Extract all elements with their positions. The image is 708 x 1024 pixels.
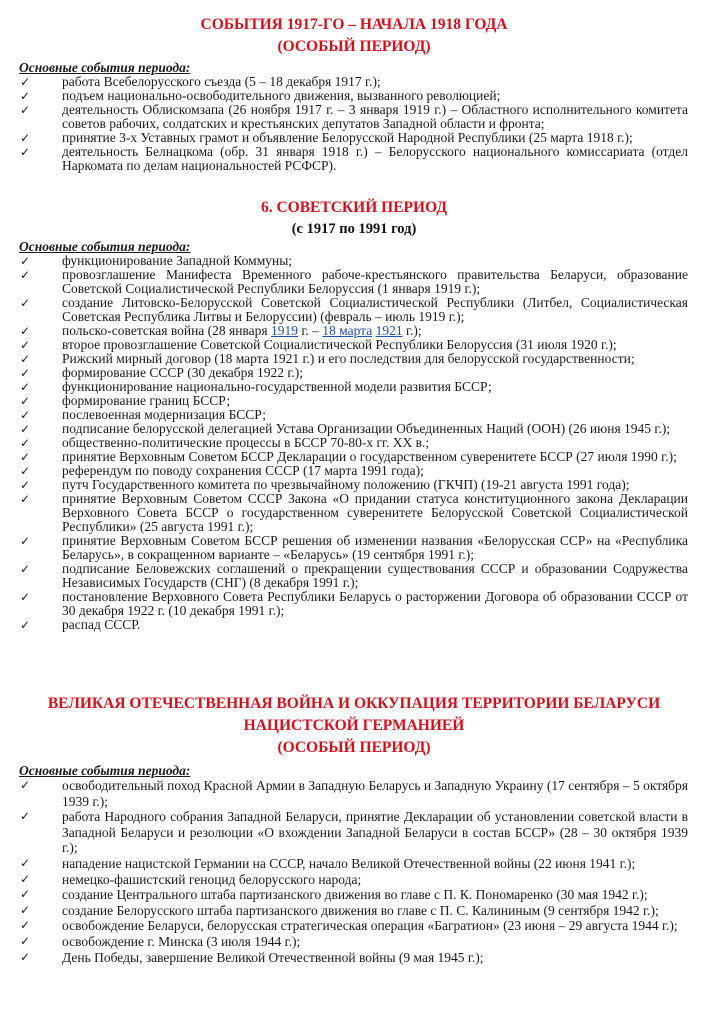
events-list [0,254,708,632]
section-1917-1918 [0,14,708,173]
list-item: ✓ Рижский мирный договор (18 марта 1921 г.) и его последствия для белорусской государственности; [20,351,635,366]
section-title: СОБЫТИЯ 1917-ГО – НАЧАЛА 1918 ГОДА [200,16,508,33]
list-item: ✓ подписание белорусской делегацией Устава Организации Объединенных Наций (ООН) (26 июня 1945 г.); [20,421,671,436]
list-item: ✓ работа Всебелорусского съезда (5 – 18 декабря 1917 г.); [20,74,381,89]
events-heading: Основные события периода: [19,763,191,778]
checkmark-icon: ✓ [20,436,31,450]
checkmark-icon: ✓ [20,902,31,917]
list-item: ✓ освобождение г. Минска (3 июля 1944 г.); [20,933,301,949]
checkmark-icon: ✓ [20,145,31,159]
list-item: ✓ путч Государственного комитета по чрезвычайному положению (ГКЧП) (19-21 августа 1991 года); [20,477,630,492]
section-great-patriotic-war [0,693,708,965]
section-title: 6. СОВЕТСКИЙ ПЕРИОД [260,199,448,216]
list-item: ✓ формирование СССР (30 декабря 1922 г.); [20,365,304,380]
list-item: ✓ День Победы, завершение Великой Отечественной войны (9 мая 1945 г.); [20,949,484,965]
list-item: ✓ деятельность Белнацкома (обр. 31 января 1918 г.) – Белорусского национального комиссариата (отдел Наркомата по делам национальностей РСФСР). [20,144,688,173]
list-item: ✓ принятие 3-х Уставных грамот и объявление Белорусской Народной Республики (25 марта 1918 г.); [20,130,633,145]
checkmark-icon: ✓ [20,268,31,282]
checkmark-icon: ✓ [20,918,31,933]
section-title: ВЕЛИКАЯ ОТЕЧЕСТВЕННАЯ ВОЙНА И ОККУПАЦИЯ ТЕРРИТОРИИ БЕЛАРУСИ [47,695,661,712]
list-item: ✓ создание Литовско-Белорусской Советской Социалистической Республики (Литбел, Социалистическая Советская Республика Литвы и Белоруссии) (февраль – июль 1919 г.); [20,295,688,324]
list-item: ✓ принятие Верховным Советом БССР решения об изменении названия «Белорусская ССР» на «Республика Беларусь», в сокращенном варианте – «Беларусь» (19 сентября 1991 г.); [20,533,688,562]
checkmark-icon: ✓ [20,809,31,824]
checkmark-icon: ✓ [20,534,31,548]
list-item: ✓ провозглашение Манифеста Временного рабоче-крестьянского правительства Беларуси, образование Советской Социалистической Республики Белоруссия (1 января 1919 г.); [20,267,688,296]
checkmark-icon: ✓ [20,478,31,492]
checkmark-icon: ✓ [20,254,31,268]
checkmark-icon: ✓ [20,352,31,366]
checkmark-icon: ✓ [20,464,31,478]
list-item: ✓ деятельность Облискомзапа (26 ноября 1917 г. – 3 января 1919 г.) – Областного исполнительного комитета советов рабочих, солдатских и крестьянских депутатов Западной области и фронта; [20,102,688,131]
list-item: ✓ общественно-политические процессы в БССР 70-80-х гг. XX в.; [20,435,430,450]
section-subtitle: (ОСОБЫЙ ПЕРИОД) [277,38,431,55]
list-item: ✓ функционирование национально-государственной модели развития БССР; [20,379,492,394]
checkmark-icon: ✓ [20,296,31,310]
checkmark-icon: ✓ [20,450,31,464]
section-subtitle: (ОСОБЫЙ ПЕРИОД) [277,739,431,756]
checkmark-icon: ✓ [20,75,31,89]
list-item: ✓ принятие Верховным Советом БССР Декларации о государственном суверенитете БССР (27 июля 1990 г.); [20,449,677,464]
list-item: ✓ распад СССР. [20,617,141,632]
list-item: ✓ создание Центрального штаба партизанского движения во главе с П. К. Пономаренко (30 мая 1942 г.); [20,887,648,903]
list-item: ✓ создание Белорусского штаба партизанского движения во главе с П. С. Калининым (9 сентября 1942 г.); [20,902,659,918]
events-heading: Основные события периода: [19,60,191,75]
list-item: ✓ послевоенная модернизация БССР; [20,407,266,422]
link-1921[interactable]: 1921 [375,323,403,338]
list-item: ✓ немецко-фашистский геноцид белорусского народа; [20,871,362,887]
checkmark-icon: ✓ [20,394,31,408]
checkmark-icon: ✓ [20,778,31,792]
events-list [0,778,708,965]
list-item: ✓ постановление Верховного Совета Республики Беларусь о расторжении Договора об образовании СССР от 30 декабря 1922 г. (10 декабря 1991 г.); [20,589,688,618]
checkmark-icon: ✓ [20,366,31,380]
checkmark-icon: ✓ [20,103,31,117]
list-item: ✓ освобождение Беларуси, белорусская стратегическая операция «Багратион» (23 июня – 29 августа 1944 г.); [20,918,678,934]
checkmark-icon: ✓ [20,492,31,506]
list-item: ✓ подъем национально-освободительного движения, вызванного революцией; [20,88,501,103]
list-item: ✓ функционирование Западной Коммуны; [20,253,293,268]
checkmark-icon: ✓ [20,422,31,436]
link-1919[interactable]: 1919 [271,323,298,338]
list-item: ✓ освободительный поход Красной Армии в Западную Беларусь и Западную Украину (17 сентября – 5 октября 1939 г.); [20,778,688,809]
checkmark-icon: ✓ [20,855,31,870]
events-list [0,75,708,173]
list-item: ✓ референдум по поводу сохранения СССР (17 марта 1991 года); [20,463,424,478]
list-item: ✓ работа Народного собрания Западной Беларуси, принятие Декларации об установлении советской власти в Западной Беларуси и резолюции «О вхождении Западной Беларуси в состав БССР» (28 – 30 октября 1939 г.); [20,809,688,856]
checkmark-icon: ✓ [20,887,31,902]
events-heading: Основные события периода: [19,239,191,254]
link-18-march[interactable]: 18 марта [322,323,373,338]
checkmark-icon: ✓ [20,408,31,422]
checkmark-icon: ✓ [20,324,31,338]
checkmark-icon: ✓ [20,949,31,964]
section-subtitle: (с 1917 по 1991 год) [291,221,417,237]
checkmark-icon: ✓ [20,380,31,394]
checkmark-icon: ✓ [20,871,31,886]
list-item: ✓ польско-советская война (28 января 1919 г. – 18 марта 1921 г.); [20,323,422,338]
checkmark-icon: ✓ [20,338,31,352]
checkmark-icon: ✓ [20,131,31,145]
checkmark-icon: ✓ [20,562,31,576]
list-item: ✓ нападение нацистской Германии на СССР, начало Великой Отечественной войны (22 июня 1941 г.); [20,855,636,871]
list-item: ✓ формирование границ БССР; [20,393,231,408]
section-soviet-period [0,197,708,632]
checkmark-icon: ✓ [20,89,31,103]
checkmark-icon: ✓ [20,590,31,604]
list-item: ✓ второе провозглашение Советской Социалистической Республики Белоруссия (31 июля 1920 г.); [20,337,617,352]
checkmark-icon: ✓ [20,618,31,632]
list-item: ✓ принятие Верховным Советом СССР Закона «О придании статуса конституционного закона Декларации Верховного Совета БССР о государственном суверенитете Белорусской Советской Социалистической Республики» (25 августа 1991 г.); [20,491,688,534]
checkmark-icon: ✓ [20,933,31,948]
section-title-line2: НАЦИСТСКОЙ ГЕРМАНИЕЙ [243,717,465,734]
list-item: ✓ подписание Беловежских соглашений о прекращении существования СССР и образовании Содружества Независимых Государств (СНГ) (8 декабря 1991 г.); [20,561,688,590]
